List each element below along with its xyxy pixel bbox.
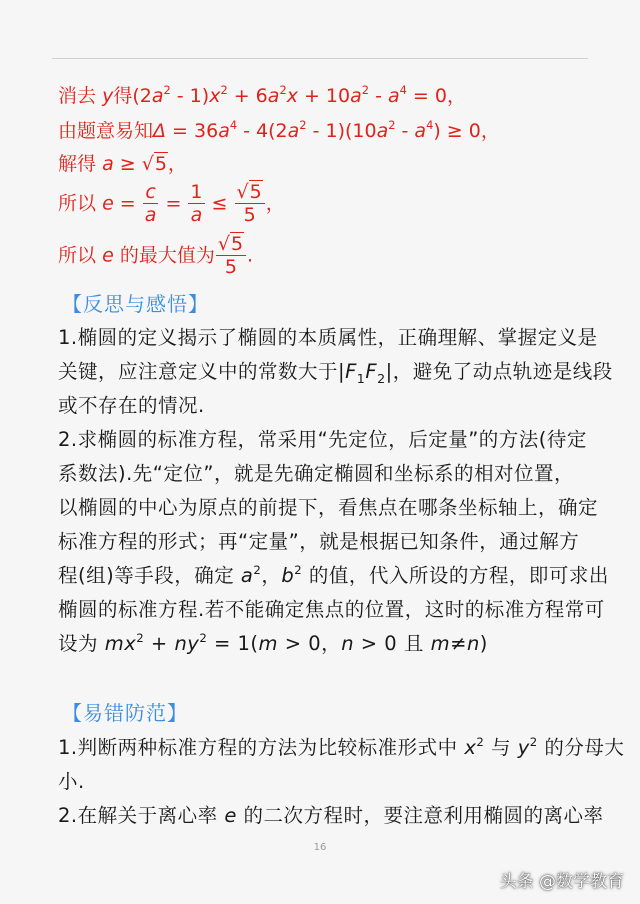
top-rule	[52, 58, 588, 59]
reflection-line: 椭圆的标准方程.若不能确定焦点的位置，这时的标准方程常可	[58, 598, 605, 621]
page-number: 16	[313, 842, 327, 853]
watermark: 头条 @数学教育	[499, 872, 624, 892]
reflection-line: 程(组)等手段，确定 $a^2$，$b^2$ 的值，代入所设的方程，即可求出	[58, 562, 609, 587]
reflection-line: 标准方程的形式；再“定量”，就是根据已知条件，通过解方	[58, 530, 580, 553]
reflection-line: 关键，应注意定义中的常数大于$|F_1F_2|$，避免了动点轨迹是线段	[58, 360, 613, 386]
reflection-heading: 【反思与感悟】	[62, 292, 209, 316]
reflection-line: 2.求椭圆的标准方程，常采用“先定位，后定量”的方法(待定	[58, 428, 587, 451]
reflection-line: 设为 $mx^2 + ny^2 = 1(m > 0$，n > 0 且 m≠n)	[58, 630, 488, 655]
solution-line-2: 由题意易知$\Delta = 36a^4 - 4(2a^2 - 1)(10a^2 - a^4) \ge 0$，	[58, 118, 500, 142]
mistakes-line: 小.	[58, 770, 85, 793]
solution-line-5: 所以 e 的最大值为 $\frac{√5}{5}$ .	[58, 233, 254, 278]
reflection-line: 或不存在的情况.	[58, 394, 205, 417]
reflection-line: 系数法).先“定位”，就是先确定椭圆和坐标系的相对位置，	[58, 462, 575, 485]
solution-line-3: 解得 a ≥ √5，	[58, 153, 187, 175]
reflection-line: 1.椭圆的定义揭示了椭圆的本质属性，正确理解、掌握定义是	[58, 326, 598, 349]
mistakes-line: 2.在解关于离心率 e 的二次方程时，要注意利用椭圆的离心率	[58, 804, 604, 827]
mistakes-heading: 【易错防范】	[62, 701, 188, 725]
mistakes-line: 1.判断两种标准方程的方法为比较标准形式中 $x^2$ 与 $y^2$ 的分母大	[58, 734, 625, 759]
solution-line-1: 消去 y得$(2a^2 - 1)x^2 + 6a^2x + 10a^2 - a^4 = 0$，	[58, 83, 466, 107]
solution-line-4: 所以 e = $\frac{c}{a}$ = $\frac{1}{a}$ ≤ $\frac{√5}{5}$ ，	[58, 181, 285, 226]
reflection-line: 以椭圆的中心为原点的前提下，看焦点在哪条坐标轴上，确定	[58, 496, 599, 519]
